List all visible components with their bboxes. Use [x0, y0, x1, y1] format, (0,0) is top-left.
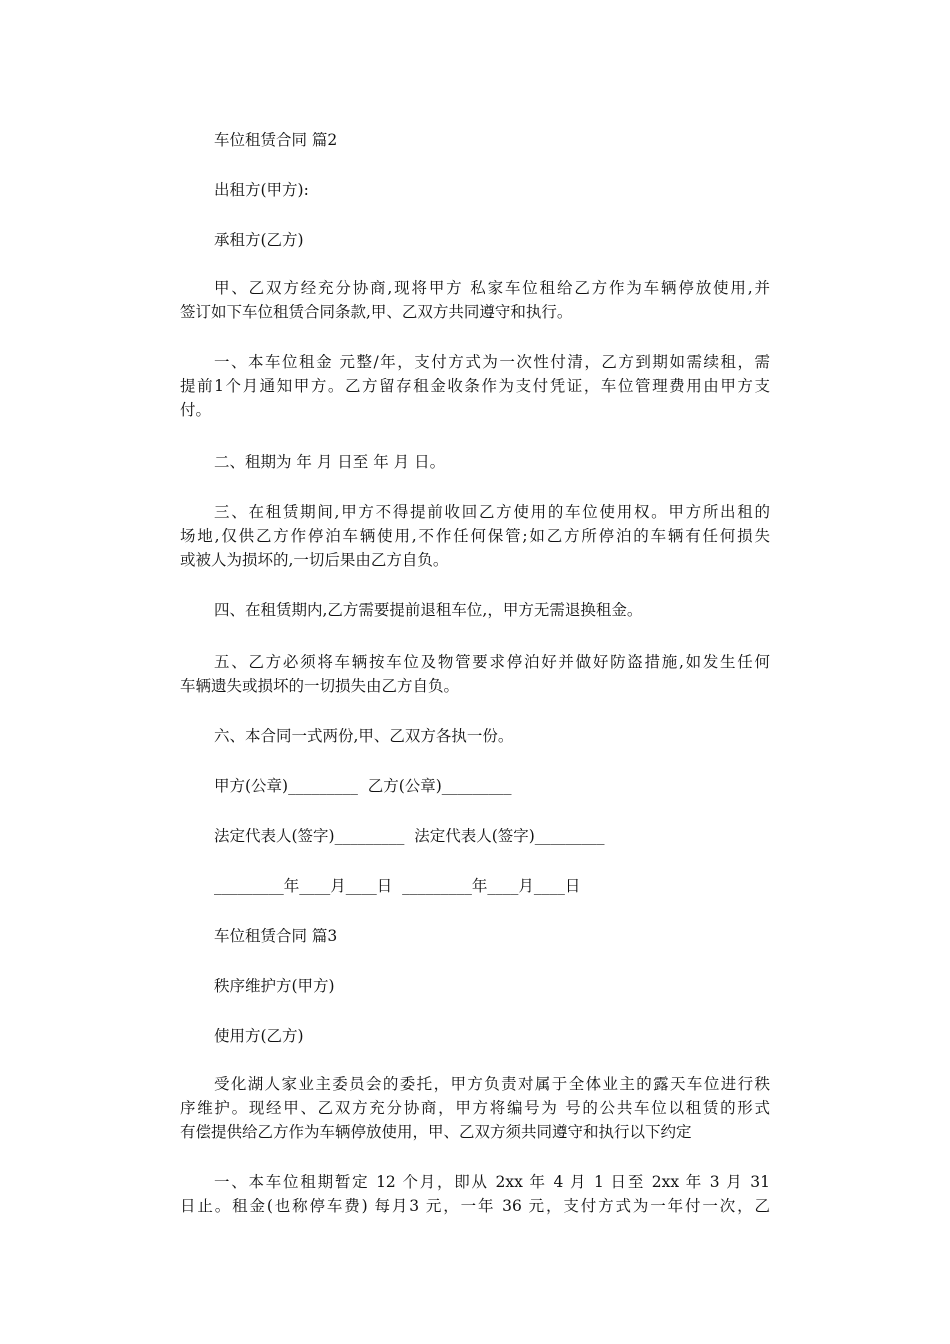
- text-line: 车位租赁合同 篇2: [214, 131, 338, 149]
- text-line: 甲方(公章)_________ 乙方(公章)_________: [214, 777, 512, 795]
- text-line: 付。: [180, 401, 212, 419]
- text-line: 或被人为损坏的,一切后果由乙方自负。: [180, 551, 449, 569]
- text-line: 序维护。现经甲、乙双方充分协商，甲方将编号为 号的公共车位以租赁的形式: [180, 1099, 770, 1117]
- text-line: _________年____月____日 _________年____月____日: [214, 877, 581, 895]
- text-line: 使用方(乙方): [214, 1027, 304, 1045]
- text-line: 有偿提供给乙方作为车辆停放使用，甲、乙双方须共同遵守和执行以下约定: [180, 1123, 692, 1141]
- text-line: 出租方(甲方):: [214, 181, 309, 199]
- text-line: 提前1个月通知甲方。乙方留存租金收条作为支付凭证，车位管理费用由甲方支: [180, 377, 770, 395]
- text-line: 秩序维护方(甲方): [214, 977, 335, 995]
- text-line: 六、本合同一式两份,甲、乙双方各执一份。: [214, 727, 514, 745]
- text-line: 甲、乙双方经充分协商,现将甲方 私家车位租给乙方作为车辆停放使用,并: [214, 279, 770, 297]
- text-line: 一、本车位租期暂定 12 个月，即从 2xx 年 4 月 1 日至 2xx 年 3 月 31: [214, 1173, 770, 1191]
- text-line: 三、在租赁期间,甲方不得提前收回乙方使用的车位使用权。甲方所出租的: [214, 503, 770, 521]
- text-line: 车位租赁合同 篇3: [214, 927, 338, 945]
- text-line: 签订如下车位租赁合同条款,甲、乙双方共同遵守和执行。: [180, 303, 573, 321]
- text-line: 法定代表人(签字)_________ 法定代表人(签字)_________: [214, 827, 605, 845]
- text-line: 四、在租赁期内,乙方需要提前退租车位,，甲方无需退换租金。: [214, 601, 643, 619]
- text-line: 承租方(乙方): [214, 231, 304, 249]
- text-line: 车辆遗失或损坏的一切损失由乙方自负。: [180, 677, 460, 695]
- text-line: 日止。租金(也称停车费) 每月3 元，一年 36 元，支付方式为一年付一次，乙: [180, 1197, 770, 1215]
- text-line: 受化湖人家业主委员会的委托，甲方负责对属于全体业主的露天车位进行秩: [214, 1075, 770, 1093]
- text-line: 五、乙方必须将车辆按车位及物管要求停泊好并做好防盗措施,如发生任何: [214, 653, 770, 671]
- text-line: 二、租期为 年 月 日至 年 月 日。: [214, 453, 446, 471]
- text-line: 一、本车位租金 元整/年，支付方式为一次性付清，乙方到期如需续租，需: [214, 353, 770, 371]
- text-line: 场地,仅供乙方作停泊车辆使用,不作任何保管;如乙方所停泊的车辆有任何损失: [180, 527, 770, 545]
